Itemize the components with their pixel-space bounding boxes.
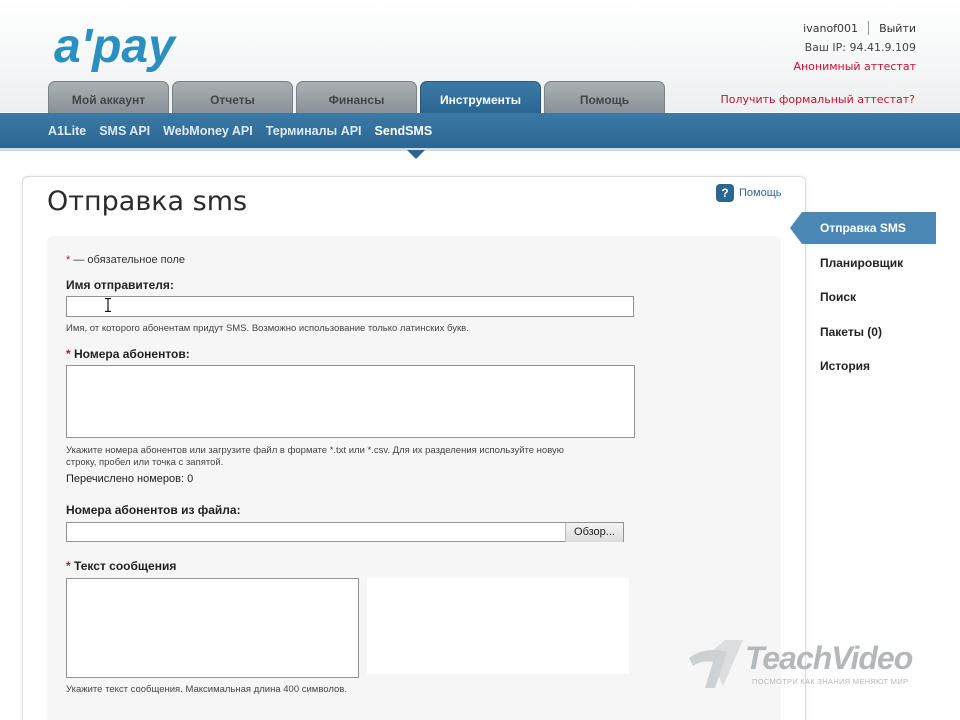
subnav-sendsms[interactable]: SendSMS [374,124,433,138]
required-star: * [66,254,71,266]
ip-address: Ваш IP: 94.41.9.109 [804,41,916,54]
file-input[interactable] [66,522,624,542]
sidebar-item-search[interactable]: Поиск [820,290,857,304]
subnav-sms-api[interactable]: SMS API [99,124,151,138]
subnav-terminals-api[interactable]: Терминалы API [265,124,362,138]
watermark-tagline: ПОСМОТРИ КАК ЗНАНИЯ МЕНЯЮТ МИР [752,677,909,686]
logo-text: a'pay [54,20,175,73]
sidebar-item-send-sms[interactable]: Отправка SMS [820,221,906,235]
sender-input[interactable] [66,296,634,317]
message-preview [367,578,629,674]
sidebar-item-scheduler[interactable]: Планировщик [820,256,904,270]
message-textarea[interactable] [66,578,359,678]
numbers-label [66,347,190,361]
required-note [66,254,185,266]
active-subnav-pointer [407,150,425,159]
page-title: Отправка sms [47,186,248,217]
sender-label: Имя отправителя: [66,278,174,292]
main-tabs [48,81,665,113]
required-star: * [66,347,71,361]
tab-finance[interactable]: Финансы [296,81,417,113]
subnav-webmoney-api[interactable]: WebMoney API [163,124,253,138]
tab-tools[interactable]: Инструменты [420,81,541,113]
message-label [66,559,176,573]
sidebar-item-packages[interactable]: Пакеты (0) [820,325,882,339]
logout-link[interactable]: Выйти [879,21,916,35]
a1pay-logo[interactable] [54,14,194,74]
sub-navigation [0,113,960,151]
question-icon: ? [716,184,734,202]
numbers-label-text: Номера абонентов: [74,347,190,361]
attestat-status[interactable]: Анонимный аттестат [793,60,916,73]
text-cursor-icon [104,298,112,312]
numbers-hint-line-2: строку, пробел или точка с запятой. [66,457,224,468]
get-formal-attest-link[interactable]: Получить формальный аттестат? [720,93,915,106]
sidebar-item-history[interactable]: История [820,359,871,373]
divider [868,21,869,35]
numbers-hint-line-1: Укажите номера абонентов или загрузите файл в формате *.txt или *.csv. Для их разделения используйте новую [66,445,564,456]
required-star: * [66,559,71,573]
help-label: Помощь [739,187,782,199]
tab-reports[interactable]: Отчеты [172,81,293,113]
subnav-a1lite[interactable]: A1Lite [48,124,87,138]
message-hint: Укажите текст сообщения. Максимальная длина 400 символов. [66,684,347,695]
tab-account[interactable]: Мой аккаунт [48,81,169,113]
user-box [793,20,916,74]
numbers-count: Перечислено номеров: 0 [66,473,194,485]
file-label: Номера абонентов из файла: [66,503,241,517]
message-label-text: Текст сообщения [74,559,177,573]
sender-hint: Имя, от которого абонентам придут SMS. Возможно использование только латинских букв. [66,323,469,334]
numbers-textarea[interactable] [66,365,635,438]
browse-button[interactable]: Обзор... [565,523,623,542]
tab-help[interactable]: Помощь [544,81,665,113]
username-link[interactable]: ivanof001 [803,21,859,35]
help-link[interactable] [716,184,782,202]
required-note-text: — обязательное поле [73,254,186,266]
watermark-brand: TeachVideo [745,640,913,676]
